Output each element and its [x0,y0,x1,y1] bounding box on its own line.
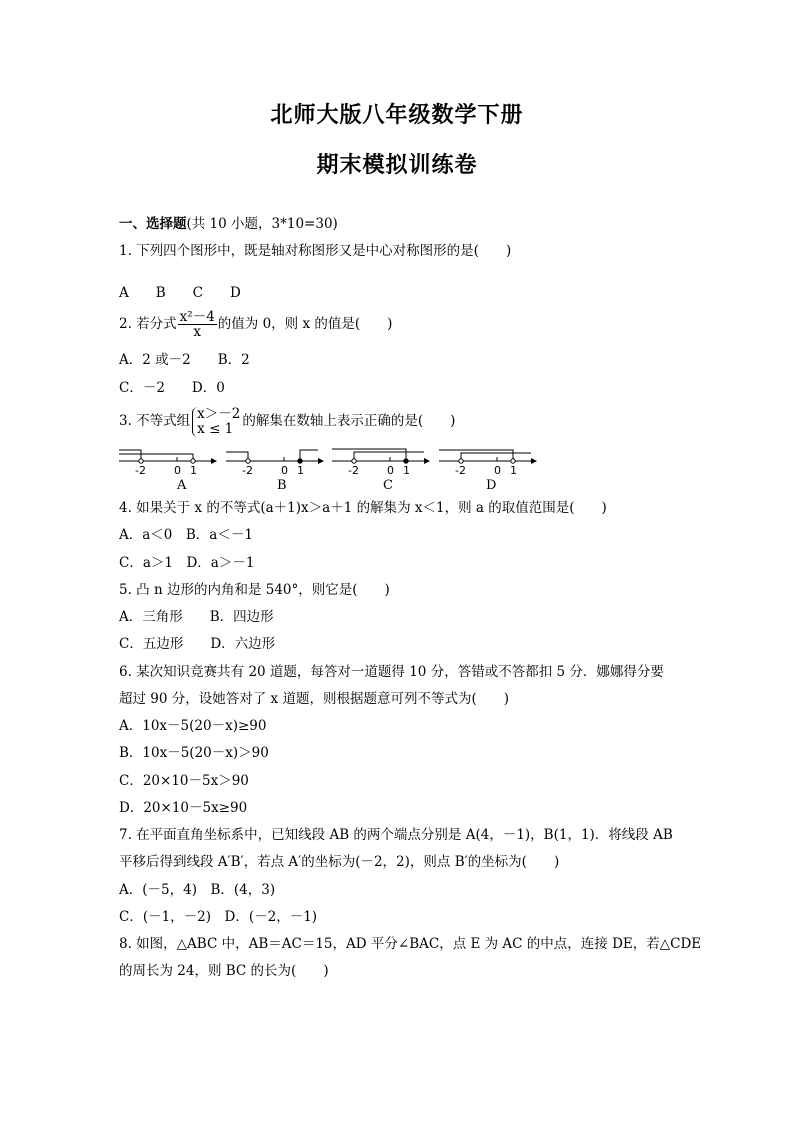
inequality-1: x＞－2 [197,405,241,422]
question-3-stem [119,405,455,437]
number-line-options [115,440,545,492]
tick-label: -2 [455,464,466,477]
number-line-a [119,450,217,492]
section-title: 一、选择题 [119,216,187,232]
tick-label: 1 [190,464,197,477]
tick-label: -2 [135,464,146,477]
option-label: D [486,478,497,492]
question-4-options-1: A．a＜0 B．a＜－1 [119,527,253,543]
fraction-denominator: x [193,324,202,340]
option-label: C [383,478,393,492]
question-2-pre: 2. 若分式 [119,316,177,332]
number-line-d [439,450,537,492]
fraction-numerator: x²－4 [179,309,215,325]
question-6-stem-2: 超过 90 分，设她答对了 x 道题，则根据题意可列不等式为( ) [119,691,509,707]
question-6-option-d: D．20×10－5x≥90 [119,800,248,816]
question-1-options: A B C D [119,285,241,301]
tick-label: 0 [281,464,288,477]
question-6-option-b: B．10x－5(20－x)＞90 [119,745,269,761]
question-4-options-2: C．a＞1 D．a＞－1 [119,555,255,571]
question-2-options-1: A．2 或－2 B．2 [119,352,250,368]
number-line-b [226,450,324,492]
tick-label: -2 [242,464,253,477]
question-5-options-2: C．五边形 D．六边形 [119,636,276,652]
question-2-post: 的值为 0，则 x 的值是( ) [217,316,393,332]
fraction [178,310,217,339]
question-3-post: 的解集在数轴上表示正确的是( ) [242,413,456,429]
tick-label: 1 [403,464,410,477]
question-7-options-2: C．(－1，－2) D．(－2，－1) [119,909,318,925]
question-5-options-1: A．三角形 B．四边形 [119,609,274,625]
question-6-stem-1: 6. 某次知识竞赛共有 20 道题，每答对一道题得 10 分，答错或不答都扣 5 分．娜娜得分要 [119,664,664,680]
section-note: (共 10 小题，3*10=30) [186,216,338,232]
question-5-stem: 5. 凸 n 边形的内角和是 540°，则它是( ) [119,582,390,598]
inequality-2: x ≤ 1 [197,420,234,437]
question-2-stem [119,310,392,339]
number-line-figures [115,440,545,492]
tick-label: 0 [494,464,501,477]
tick-label: 0 [387,464,394,477]
question-4-stem: 4. 如果关于 x 的不等式(a＋1)x＞a＋1 的解集为 x＜1，则 a 的取值范围是( ) [119,500,607,516]
tick-label: 1 [510,464,517,477]
question-7-options-1: A．(－5，4) B．(4，3) [119,882,276,898]
inequality-system [192,407,240,437]
question-7-stem-2: 平移后得到线段 A′B′，若点 A′的坐标为(－2，2)，则点 B′的坐标为( ) [119,854,560,870]
page-subtitle: 期末模拟训练卷 [316,152,478,178]
option-label: B [277,478,287,492]
section-heading [119,215,338,233]
tick-label: -2 [348,464,359,477]
option-label: A [177,478,187,492]
question-7-stem-1: 7. 在平面直角坐标系中，已知线段 AB 的两个端点分别是 A(4，－1)，B(1，1)．将线段 AB [119,827,673,843]
question-3-pre: 3. 不等式组 [119,413,191,429]
question-8-stem-1: 8. 如图，△ABC 中，AB＝AC＝15，AD 平分∠BAC，点 E 为 AC 的中点，连接 DE，若△CDE [119,936,702,952]
tick-label: 1 [297,464,304,477]
page-title: 北师大版八年级数学下册 [270,102,524,128]
question-6-option-a: A．10x－5(20－x)≥90 [119,718,267,734]
tick-label: 0 [174,464,181,477]
question-6-option-c: C．20×10－5x＞90 [119,773,249,789]
question-1-stem: 1. 下列四个图形中，既是轴对称图形又是中心对称图形的是( ) [119,243,512,259]
number-line-c [332,449,430,492]
question-8-stem-2: 的周长为 24，则 BC 的长为( ) [119,963,329,979]
question-2-options-2: C．－2 D．0 [119,380,225,396]
